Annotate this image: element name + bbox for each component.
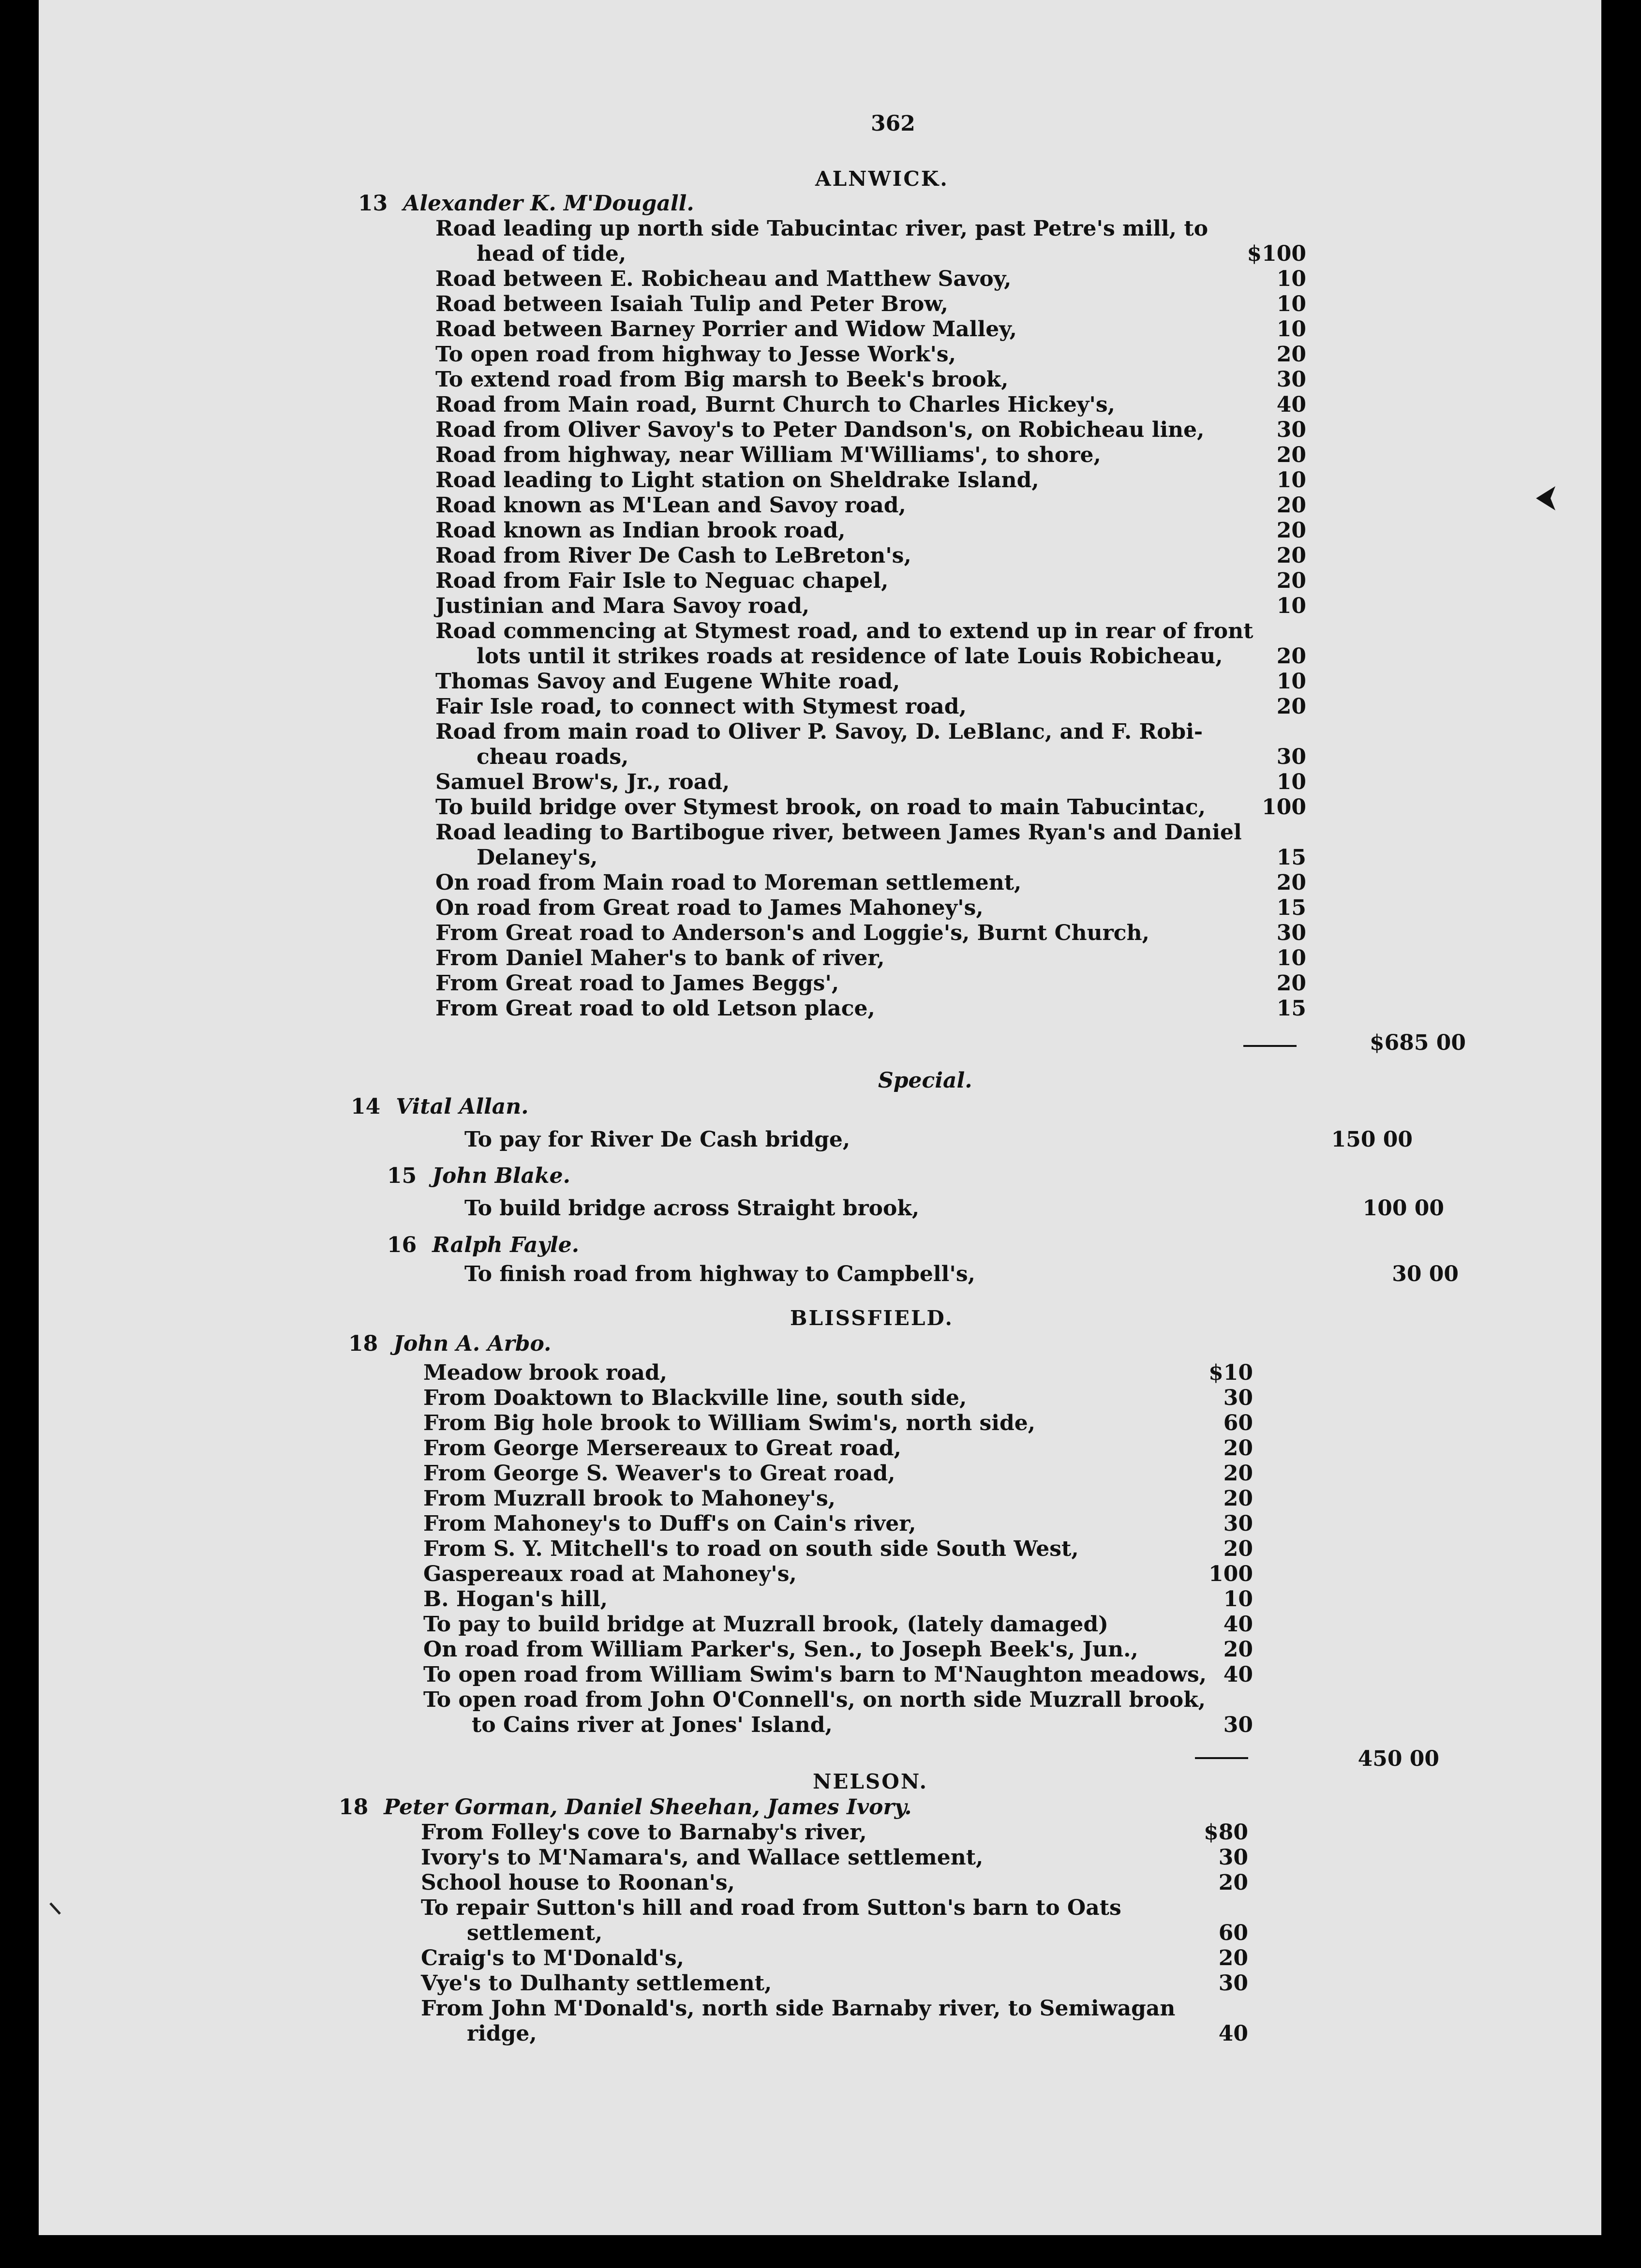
entry-name: Alexander K. M'Dougall. [403, 191, 694, 216]
line-amount: 10 [1276, 594, 1306, 618]
entry-name: John Blake. [432, 1164, 570, 1188]
line-item: From John M'Donald's, north side Barnaby river, to Semiwagan [421, 1996, 1176, 2021]
line-item: On road from William Parker's, Sen., to Joseph Beek's, Jun., [423, 1637, 1138, 1662]
line-amount: 100 [1208, 1562, 1253, 1586]
line-item: To build bridge over Stymest brook, on road to main Tabucintac, [435, 795, 1206, 820]
line-amount: 20 [1276, 694, 1306, 719]
line-item: From George Mersereaux to Great road, [423, 1436, 901, 1461]
line-amount: 20 [1276, 543, 1306, 568]
line-item: To pay to build bridge at Muzrall brook, (lately damaged) [423, 1612, 1108, 1637]
line-amount: 10 [1276, 267, 1306, 291]
section-heading-nelson: NELSON. [813, 1770, 928, 1793]
line-amount: 20 [1276, 493, 1306, 518]
line-amount: 20 [1218, 1870, 1248, 1895]
line-item: Delaney's, [477, 845, 598, 870]
line-amount: $80 [1204, 1820, 1248, 1845]
line-item: lots until it strikes roads at residence of late Louis Robicheau, [477, 644, 1223, 669]
entry-person [348, 1331, 551, 1356]
line-item: Gaspereaux road at Mahoney's, [423, 1562, 797, 1586]
line-amount: 30 [1276, 745, 1306, 769]
line-amount: 30 [1218, 1971, 1248, 1996]
line-amount: 40 [1223, 1662, 1253, 1687]
section-heading-blissfield: BLISSFIELD. [790, 1306, 954, 1330]
line-amount: $10 [1208, 1360, 1253, 1385]
line-amount: 60 [1223, 1411, 1253, 1435]
line-item: On road from Main road to Moreman settlement, [435, 870, 1022, 895]
line-item: cheau roads, [477, 745, 629, 769]
line-amount: 20 [1223, 1637, 1253, 1662]
line-item: Road between Isaiah Tulip and Peter Brow, [435, 292, 948, 316]
line-item: Meadow brook road, [423, 1360, 668, 1385]
line-amount: 10 [1276, 770, 1306, 794]
line-amount: 10 [1276, 468, 1306, 492]
line-item: From Big hole brook to William Swim's, north side, [423, 1411, 1036, 1435]
entry-number: 15 [387, 1164, 417, 1188]
line-amount: 30 [1223, 1511, 1253, 1536]
line-item: Road from Main road, Burnt Church to Charles Hickey's, [435, 392, 1115, 417]
line-item: To open road from John O'Connell's, on north side Muzrall brook, [423, 1687, 1206, 1712]
line-item: Road from main road to Oliver P. Savoy, D. LeBlanc, and F. Robi- [435, 719, 1203, 744]
line-amount: 20 [1276, 443, 1306, 467]
line-item: Justinian and Mara Savoy road, [435, 594, 810, 618]
line-item: To build bridge across Straight brook, [464, 1196, 920, 1221]
line-item: From S. Y. Mitchell's to road on south side South West, [423, 1537, 1079, 1561]
line-amount: 20 [1223, 1436, 1253, 1461]
line-item: To pay for River De Cash bridge, [464, 1127, 850, 1152]
line-item: Road from Fair Isle to Neguac chapel, [435, 568, 889, 593]
line-amount: 20 [1218, 1946, 1248, 1970]
line-item: To open road from highway to Jesse Work's, [435, 342, 956, 367]
line-amount: 15 [1276, 996, 1306, 1021]
line-item: ridge, [467, 2021, 537, 2046]
entry-total: 100 00 [1362, 1196, 1444, 1221]
line-item: Ivory's to M'Namara's, and Wallace settlement, [421, 1845, 984, 1870]
line-item: From Great road to old Letson place, [435, 996, 875, 1021]
line-item: Road from River De Cash to LeBreton's, [435, 543, 911, 568]
line-item: Road between E. Robicheau and Matthew Savoy, [435, 267, 1012, 291]
entry-name: John A. Arbo. [393, 1331, 552, 1356]
page-number: 362 [871, 111, 915, 136]
line-item: To finish road from highway to Campbell's, [464, 1262, 975, 1286]
entry-number: 18 [348, 1331, 378, 1356]
entry-person [387, 1164, 570, 1188]
line-item: to Cains river at Jones' Island, [472, 1713, 833, 1737]
line-item: Road leading up north side Tabucintac river, past Petre's mill, to [435, 216, 1208, 241]
line-item: On road from Great road to James Mahoney's, [435, 895, 984, 920]
entry-name: Ralph Fayle. [432, 1233, 580, 1257]
line-amount: 60 [1218, 1921, 1248, 1945]
line-item: From Great road to Anderson's and Loggie's, Burnt Church, [435, 921, 1149, 945]
entry-number: 13 [358, 191, 388, 216]
line-item: To open road from William Swim's barn to M'Naughton meadows, [423, 1662, 1207, 1687]
line-amount: 20 [1276, 971, 1306, 996]
section-heading-special: Special. [878, 1068, 972, 1093]
entry-name: Vital Allan. [396, 1094, 529, 1119]
line-amount: 20 [1223, 1461, 1253, 1486]
entry-number: 14 [351, 1094, 381, 1119]
entry-number: 18 [339, 1795, 369, 1820]
line-item: From George S. Weaver's to Great road, [423, 1461, 895, 1486]
line-amount: 20 [1276, 342, 1306, 367]
line-amount: 15 [1276, 845, 1306, 870]
entry-person [387, 1233, 579, 1257]
entry-total: 150 00 [1331, 1127, 1413, 1152]
line-amount: 20 [1276, 518, 1306, 543]
line-amount: 100 [1262, 795, 1306, 820]
entry-name: Peter Gorman, Daniel Sheehan, James Ivory. [384, 1795, 912, 1820]
line-amount: 30 [1276, 921, 1306, 945]
line-item: From Mahoney's to Duff's on Cain's river, [423, 1511, 916, 1536]
line-amount: 10 [1276, 669, 1306, 694]
line-item: settlement, [467, 1921, 603, 1945]
line-item: To repair Sutton's hill and road from Sutton's barn to Oats [421, 1895, 1121, 1920]
sum-rule [1195, 1757, 1248, 1759]
line-item: Road between Barney Porrier and Widow Malley, [435, 317, 1017, 342]
line-item: Road from Oliver Savoy's to Peter Dandson's, on Robicheau line, [435, 418, 1205, 442]
line-amount: 10 [1276, 946, 1306, 970]
line-amount: 20 [1276, 870, 1306, 895]
line-amount: 30 [1223, 1386, 1253, 1410]
line-item: Road known as Indian brook road, [435, 518, 846, 543]
line-item: From Folley's cove to Barnaby's river, [421, 1820, 867, 1845]
line-item: Craig's to M'Donald's, [421, 1946, 684, 1970]
line-item: Fair Isle road, to connect with Stymest road, [435, 694, 967, 719]
line-amount: 20 [1276, 644, 1306, 669]
line-item: Road leading to Bartibogue river, between James Ryan's and Daniel [435, 820, 1242, 845]
line-item: Thomas Savoy and Eugene White road, [435, 669, 900, 694]
line-item: To extend road from Big marsh to Beek's brook, [435, 367, 1009, 392]
line-item: From Muzrall brook to Mahoney's, [423, 1486, 836, 1511]
line-item: From Great road to James Beggs', [435, 971, 839, 996]
line-item: Samuel Brow's, Jr., road, [435, 770, 730, 794]
line-item: B. Hogan's hill, [423, 1587, 608, 1611]
sum-rule [1243, 1045, 1297, 1047]
line-item: head of tide, [477, 241, 627, 266]
section-total: 450 00 [1358, 1746, 1439, 1771]
line-amount: 30 [1276, 418, 1306, 442]
line-amount: 20 [1223, 1486, 1253, 1511]
line-amount: 30 [1276, 367, 1306, 392]
line-amount: 10 [1276, 292, 1306, 316]
line-item: Road known as M'Lean and Savoy road, [435, 493, 906, 518]
line-item: Road from highway, near William M'Williams', to shore, [435, 443, 1101, 467]
line-item: School house to Roonan's, [421, 1870, 735, 1895]
line-amount: $100 [1247, 241, 1306, 266]
line-amount: 15 [1276, 895, 1306, 920]
line-amount: 40 [1223, 1612, 1253, 1637]
entry-person [351, 1094, 529, 1119]
document-page [39, 0, 1601, 2235]
line-amount: 40 [1276, 392, 1306, 417]
entry-person [339, 1795, 912, 1820]
line-amount: 10 [1223, 1587, 1253, 1611]
line-amount: 10 [1276, 317, 1306, 342]
line-item: Vye's to Dulhanty settlement, [421, 1971, 772, 1996]
section-total: $685 00 [1369, 1030, 1466, 1055]
line-item: From Doaktown to Blackville line, south side, [423, 1386, 967, 1410]
margin-mark-arrow [1534, 484, 1558, 513]
line-amount: 20 [1276, 568, 1306, 593]
line-item: Road commencing at Stymest road, and to extend up in rear of front [435, 619, 1253, 643]
line-item: Road leading to Light station on Sheldrake Island, [435, 468, 1039, 492]
entry-person [358, 191, 694, 216]
section-heading-alnwick: ALNWICK. [815, 167, 949, 191]
entry-number: 16 [387, 1233, 417, 1257]
margin-mark-tick [48, 1901, 63, 1916]
line-amount: 40 [1218, 2021, 1248, 2046]
line-amount: 30 [1223, 1713, 1253, 1737]
line-amount: 30 [1218, 1845, 1248, 1870]
line-amount: 20 [1223, 1537, 1253, 1561]
entry-total: 30 00 [1392, 1262, 1459, 1286]
line-item: From Daniel Maher's to bank of river, [435, 946, 885, 970]
